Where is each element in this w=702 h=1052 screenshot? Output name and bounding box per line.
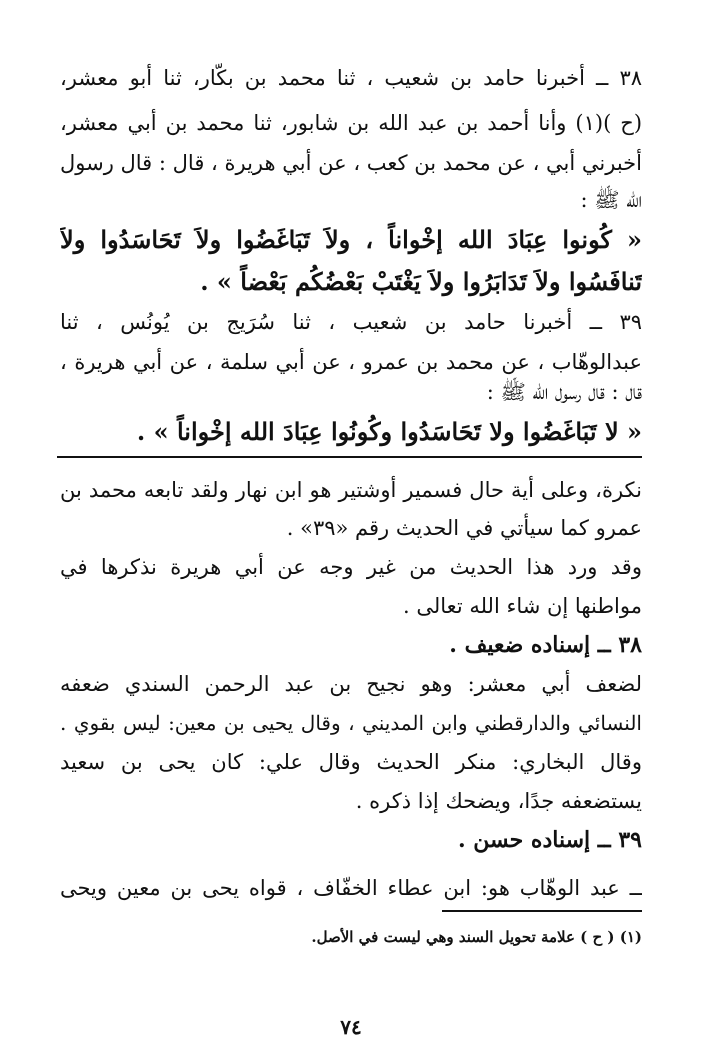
text-line: ٣٨ ــ أخبرنا حامد بن شعيب ، ثنا محمد بن بكّار، ثنا أبو معشر، [60,66,642,90]
commentary-line: يستضعفه جدًا، ويضحك إذا ذكره . [355,789,642,813]
commentary-line: مواطنها إن شاء الله تعالى . [403,594,642,618]
text-line: أخبرني أبي ، عن محمد بن كعب ، عن أبي هريرة ، قال : قال رسول [60,151,642,175]
commentary-line: عمرو كما سيأتي في الحديث رقم «٣٩» . [286,516,642,540]
text-line: (ح )(١) وأنا أحمد بن عبد الله بن شابور، ثنا محمد بن أبي معشر، [60,111,642,135]
section-divider [57,456,642,458]
page-number: ٧٤ [340,1015,362,1039]
text-line: قال : قال رسول الله ﷺ : [486,380,642,404]
commentary-line: ــ عبد الوهّاب هو: ابن عطاء الخفّاف ، قواه يحى بن معين ويحى [60,876,642,900]
text-line: الله ﷺ : [580,188,642,212]
footnote-divider [442,910,642,912]
commentary-line: نكرة، وعلى أية حال فسمير أوشتير هو ابن نهار ولقد تابعه محمد بن [60,478,642,502]
hadith-line: تَنافَسُوا ولاَ تَدَابَرُوا ولاَ يَغْتَبْ بَعْضُكُم بَعْضاً » . [200,267,642,296]
section-heading: ٣٨ ــ إسناده ضعيف . [449,632,642,658]
hadith-line: « كُونوا عِبَادَ الله إخْواناً ، ولاَ تَبَاغَضُوا ولاَ تَحَاسَدُوا ولاَ [60,225,642,254]
commentary-line: وقد ورد هذا الحديث من غير وجه عن أبي هريرة نذكرها في [60,555,642,579]
text-line: عبدالوهّاب ، عن محمد بن عمرو ، عن أبي سلمة ، عن أبي هريرة ، [60,350,642,374]
commentary-line: لضعف أبي معشر: وهو نجيح بن عبد الرحمن السندي ضعفه [60,672,642,696]
text-line: ٣٩ ــ أخبرنا حامد بن شعيب ، ثنا سُرَيج بن يُونُس ، ثنا [60,310,642,334]
section-heading: ٣٩ ــ إسناده حسن . [457,827,642,853]
commentary-line: النسائي والدارقطني وابن المديني ، وقال يحيى بن معين: ليس بقوي . [60,711,642,735]
footnote: (١) ( ح ) علامة تحويل السند وهي ليست في الأصل. [311,928,642,946]
commentary-line: وقال البخاري: منكر الحديث وقال علي: كان يحى بن سعيد [60,750,642,774]
hadith-line: « لا تَبَاغَضُوا ولا تَحَاسَدُوا وكُونُوا عِبَادَ الله إخْواناً » . [136,417,642,446]
